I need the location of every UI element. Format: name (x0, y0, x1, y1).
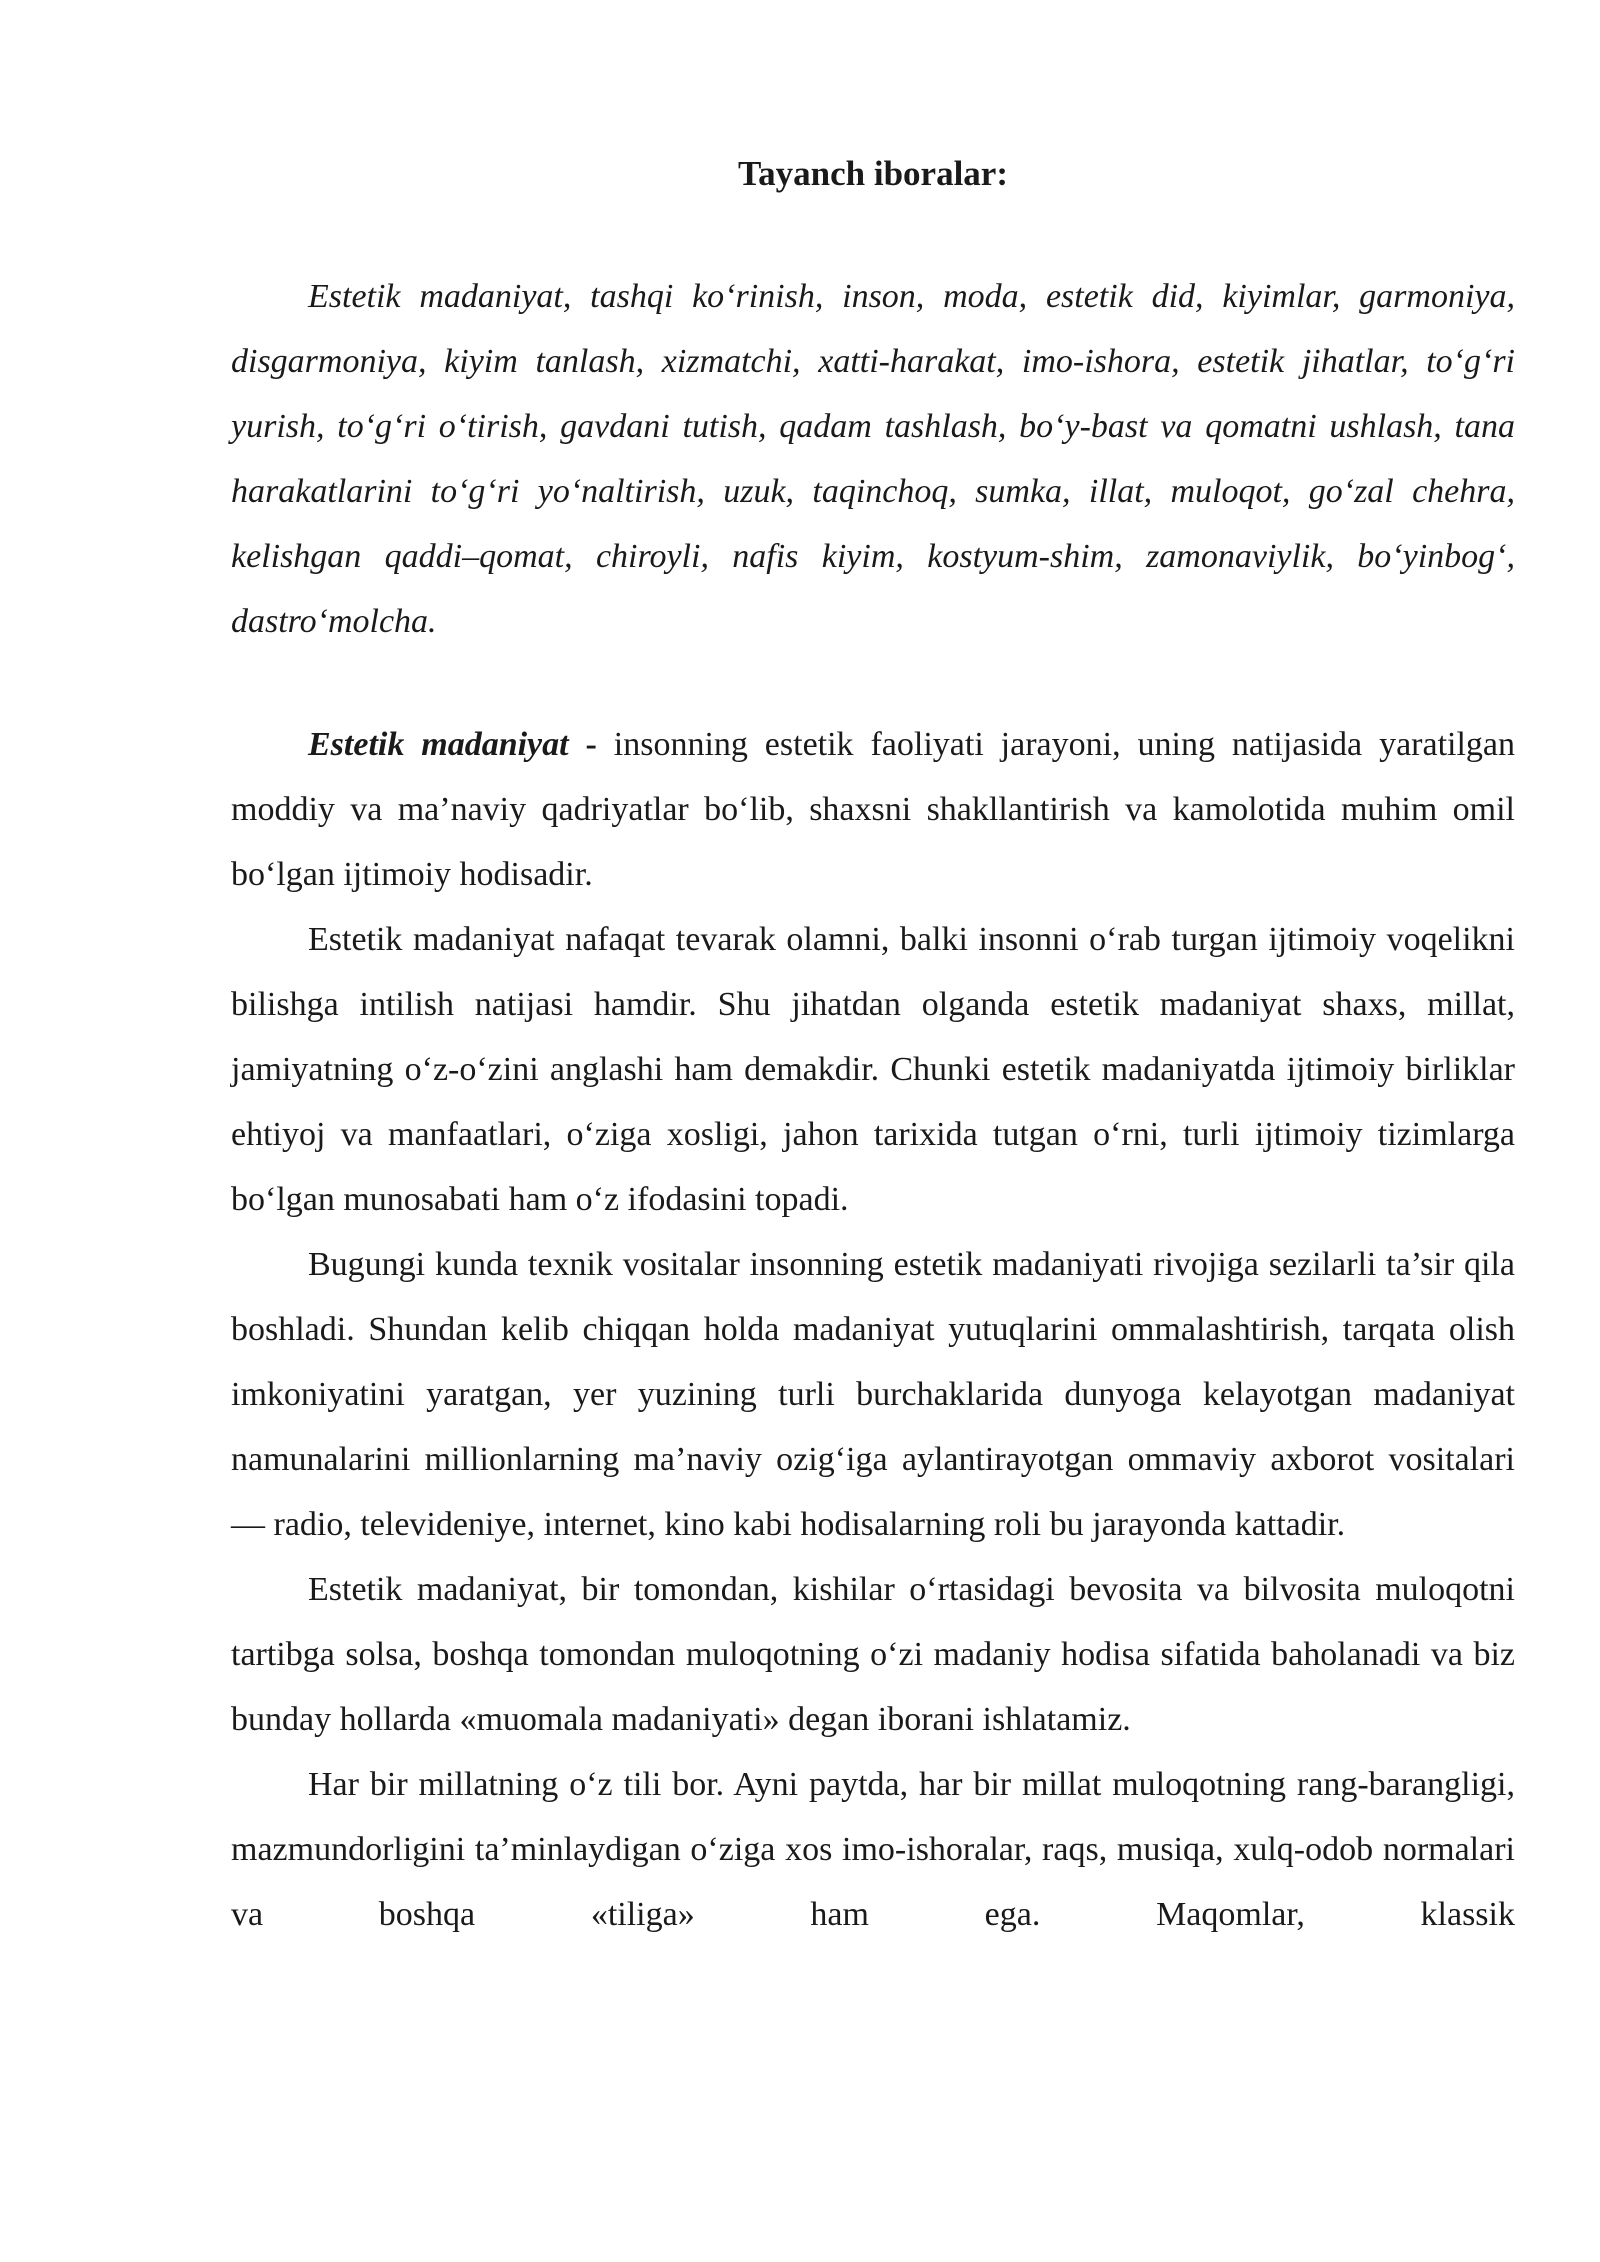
body-paragraph-1: Estetik madaniyat nafaqat tevarak olamni, balki insonni o‘rab turgan ijtimoiy voqelikni bilishga intilish natijasi hamdir. Shu jihatdan olganda estetik madaniyat shaxs, millat, jamiyatning o‘z-o‘zini anglashi ham demakdir. Chunki estetik madaniyatda ijtimoiy birliklar ehtiyoj va manfaatlari, o‘ziga xosligi, jahon tarixida tutgan o‘rni, turli ijtimoiy tizimlarga bo‘lgan munosabati ham o‘z ifodasini topadi. (231, 921, 1515, 1218)
body-paragraph-2: Bugungi kunda texnik vositalar insonning estetik madaniyati rivojiga sezilarli ta’sir qila boshladi. Shundan kelib chiqqan holda madaniyat yutuqlarini ommalashtirish, tarqata olish imkoniyatini yaratgan, yer yuzining turli burchaklarida dunyoga kelayotgan madaniyat namunalarini millionlarning ma’naviy ozig‘iga aylantirayotgan ommaviy axborot vositalari — radio, televideniye, internet, kino kabi hodisalarning roli bu jarayonda kattadir. (231, 1246, 1515, 1543)
body-paragraph-4: Har bir millatning o‘z tili bor. Ayni paytda, har bir millat muloqotning rang-barangligi, mazmundorligini ta’minlaydigan o‘ziga xos imo-ishoralar, raqs, musiqa, xulq-odob normalari va boshqa «tiliga» ham ega. Maqomlar, klassik (231, 1766, 1515, 1933)
section-heading: Tayanch iboralar: (738, 154, 1008, 193)
definition-text: insonning estetik faoliyati jarayoni, uning natijasida yaratilgan moddiy va ma’naviy qadriyatlar bo‘lib, shaxsni shakllantirish va kamolotida muhim omil bo‘lgan ijtimoiy hodisadir. (231, 726, 1515, 893)
body-paragraph-3: Estetik madaniyat, bir tomondan, kishilar o‘rtasidagi bevosita va bilvosita muloqotni tartibga solsa, boshqa tomondan muloqotning o‘zi madaniy hodisa sifatida baholanadi va biz bunday hollarda «muomala madaniyati» degan iborani ishlatamiz. (231, 1571, 1515, 1738)
defined-term: Estetik madaniyat (308, 726, 569, 763)
keywords-paragraph: Estetik madaniyat, tashqi ko‘rinish, inson, moda, estetik did, kiyimlar, garmoniya, disgarmoniya, kiyim tanlash, xizmatchi, xatti-harakat, imo-ishora, estetik jihatlar, to‘g‘ri yurish, to‘g‘ri o‘tirish, gavdani tutish, qadam tashlash, bo‘y-bast va qomatni ushlash, tana harakatlarini to‘g‘ri yo‘naltirish, uzuk, taqinchoq, sumka, illat, muloqot, go‘zal chehra, kelishgan qaddi–qomat, chiroyli, nafis kiyim, kostyum-shim, zamonaviylik, bo‘yinbog‘, dastro‘molcha. (231, 278, 1515, 640)
definition-dash: - (568, 726, 614, 763)
page-content (231, 150, 1515, 1947)
definition-paragraph (231, 712, 1515, 907)
